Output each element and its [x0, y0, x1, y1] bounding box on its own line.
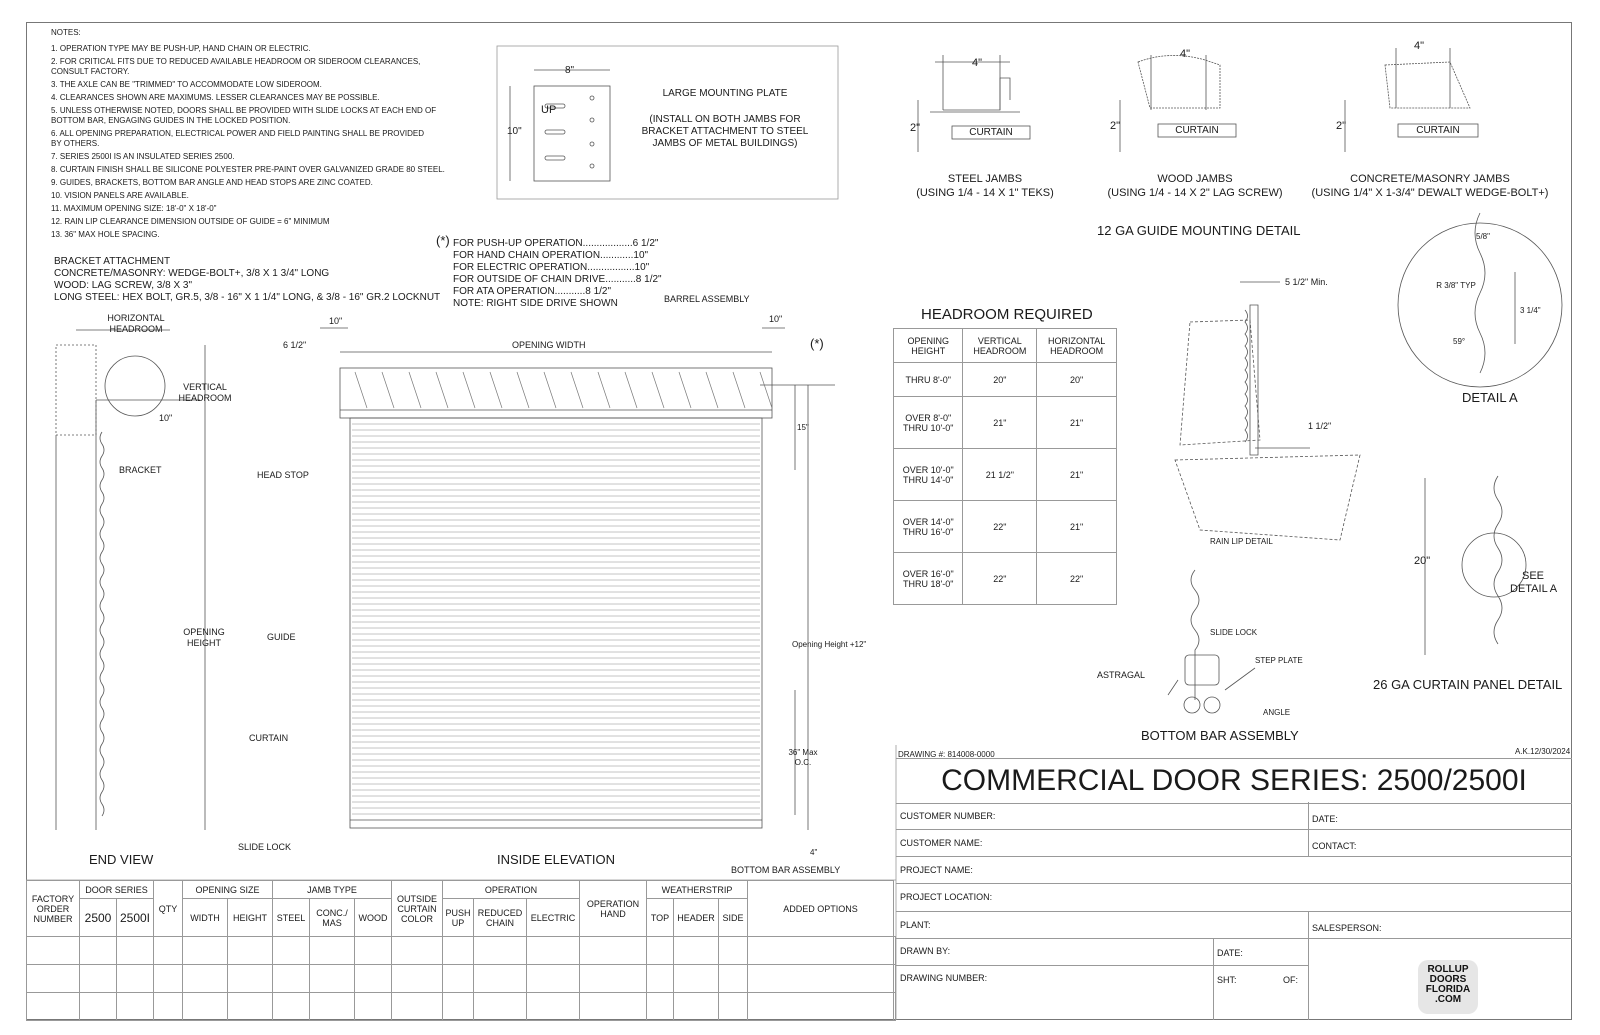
headroom-header: OPENING HEIGHT	[894, 329, 963, 363]
detail-a-caption: DETAIL A	[1462, 390, 1518, 405]
detail-a-radius: R 3/8" TYP	[1436, 281, 1476, 290]
concrete-jamb-curtain: CURTAIN	[1416, 125, 1460, 136]
ie-guide: GUIDE	[267, 632, 296, 642]
plate-desc-line: (INSTALL ON BOTH JAMBS FOR	[649, 114, 801, 125]
operation-line: FOR HAND CHAIN OPERATION............10"	[453, 250, 649, 261]
ie-dim-6-1-2: 6 1/2"	[283, 340, 307, 350]
headroom-cell: 22"	[963, 553, 1037, 605]
note-line: 8. CURTAIN FINISH SHALL BE SILICONE POLYESTER PRE-PAINT OVER GALVANIZED GRADE 80 STEEL.	[51, 165, 445, 174]
barrel-slat-line	[382, 372, 394, 408]
logo-line: FLORIDA	[1425, 984, 1471, 995]
bracket-line: LONG STEEL: HEX BOLT, GR.5, 3/8 - 16" X 1 1/4" LONG, & 3/8 - 16" GR.2 LOCKNUT	[54, 292, 441, 303]
note-line: 3. THE AXLE CAN BE "TRIMMED" TO ACCOMMODATE LOW SIDEROOM.	[51, 80, 322, 89]
ot-push-up: PUSH UP	[443, 899, 474, 937]
tb-drawing-no: DRAWING #: 814008-0000	[898, 750, 995, 759]
headroom-row	[894, 449, 1117, 501]
ot-width: WIDTH	[183, 899, 228, 937]
ot-conc: CONC./ MAS	[310, 899, 355, 937]
tb-author: A.K.12/30/2024	[1515, 747, 1571, 756]
ot-reduced-chain: REDUCED CHAIN	[474, 899, 527, 937]
wood-jamb-sub: (USING 1/4 - 14 X 2" LAG SCREW)	[1107, 187, 1283, 199]
headroom-row	[894, 501, 1117, 553]
barrel-slat-line	[436, 372, 448, 408]
barrel-slat-line	[517, 372, 529, 408]
bracket-line: WOOD: LAG SCREW, 3/8 X 3"	[54, 280, 193, 291]
ie-opening-height-12: Opening Height +12"	[792, 640, 867, 649]
headroom-cell: 22"	[963, 501, 1037, 553]
ot-entry-row[interactable]	[27, 965, 896, 993]
ev-horizontal-headroom: HORIZONTAL HEADROOM	[107, 313, 165, 334]
ot-series-2500[interactable]: 2500	[80, 899, 117, 937]
steel-jamb-curtain: CURTAIN	[969, 127, 1013, 138]
ot-top: TOP	[647, 899, 674, 937]
steel-jamb-height: 2"	[910, 122, 921, 134]
bb-astragal: ASTRAGAL	[1097, 670, 1146, 680]
rainlip-caption: RAIN LIP DETAIL	[1210, 537, 1273, 546]
tb-project-location[interactable]: PROJECT LOCATION:	[900, 892, 993, 902]
bb-angle: ANGLE	[1263, 708, 1291, 717]
headroom-cell: 21"	[1037, 397, 1117, 449]
ot-qty: QTY	[154, 881, 183, 937]
note-line: BOTTOM BAR, ENGAGING GUIDES IN THE LOCKED POSITION.	[51, 116, 291, 125]
ie-barrel-assembly: BARREL ASSEMBLY	[664, 294, 750, 304]
ot-outside-color: OUTSIDE CURTAIN COLOR	[392, 881, 443, 937]
note-line: 10. VISION PANELS ARE AVAILABLE.	[51, 191, 189, 200]
ot-entry-row[interactable]	[27, 937, 896, 965]
ot-weatherstrip: WEATHERSTRIP	[647, 881, 748, 899]
ev-bracket: BRACKET	[119, 465, 162, 475]
barrel-slat-line	[625, 372, 637, 408]
panel-caption: 26 GA CURTAIN PANEL DETAIL	[1373, 677, 1563, 692]
inside-elevation-caption: INSIDE ELEVATION	[497, 852, 615, 867]
headroom-cell: THRU 8'-0"	[894, 363, 963, 397]
tb-customer-name[interactable]: CUSTOMER NAME:	[900, 838, 983, 848]
ie-slide-lock: SLIDE LOCK	[238, 842, 292, 852]
ev-opening-height: OPENING HEIGHT	[183, 627, 225, 648]
note-line: CONSULT FACTORY.	[51, 67, 130, 76]
headroom-cell: 21 1/2"	[963, 449, 1037, 501]
detail-a-pitch: 3 1/4"	[1520, 306, 1541, 315]
rainlip-dim-side: 1 1/2"	[1308, 421, 1332, 431]
barrel-slat-line	[355, 372, 367, 408]
ot-height: HEIGHT	[228, 899, 273, 937]
operation-line: NOTE: RIGHT SIDE DRIVE SHOWN	[453, 298, 618, 309]
bb-caption: BOTTOM BAR ASSEMBLY	[1141, 728, 1299, 743]
concrete-jamb-width: 4"	[1414, 40, 1425, 52]
ot-electric: ELECTRIC	[527, 899, 580, 937]
ot-added-options: ADDED OPTIONS	[748, 881, 894, 937]
concrete-jamb-height: 2"	[1336, 120, 1347, 132]
bracket-line: BRACKET ATTACHMENT	[54, 256, 171, 267]
ot-entry-row[interactable]	[27, 993, 896, 1021]
barrel-slat-line	[409, 372, 421, 408]
headroom-cell: 21"	[963, 397, 1037, 449]
headroom-header: VERTICAL HEADROOM	[963, 329, 1037, 363]
headroom-header: HORIZONTAL HEADROOM	[1037, 329, 1117, 363]
bracket-line: CONCRETE/MASONRY: WEDGE-BOLT+, 3/8 X 1 3/4" LONG	[54, 268, 330, 279]
plate-description	[630, 114, 820, 150]
tb-contact[interactable]: CONTACT:	[1312, 841, 1357, 851]
wood-jamb-curtain: CURTAIN	[1175, 125, 1219, 136]
headroom-table	[893, 328, 1117, 605]
wood-jamb-height: 2"	[1110, 120, 1121, 132]
tb-date-1[interactable]: DATE:	[1312, 814, 1338, 824]
barrel-slat-line	[706, 372, 718, 408]
operation-line: FOR ATA OPERATION...........8 1/2"	[453, 286, 612, 297]
ie-curtain: CURTAIN	[249, 733, 289, 743]
note-line: 4. CLEARANCES SHOWN ARE MAXIMUMS. LESSER CLEARANCES MAY BE POSSIBLE.	[51, 93, 380, 102]
barrel-slat-line	[679, 372, 691, 408]
tb-title: COMMERCIAL DOOR SERIES: 2500/2500I	[896, 758, 1572, 804]
headroom-row	[894, 397, 1117, 449]
concrete-jamb-sub: (USING 1/4" X 1-3/4" DEWALT WEDGE-BOLT+)	[1311, 187, 1549, 199]
logo-line: .COM	[1434, 994, 1462, 1005]
detail-a-top-dim: 5/8"	[1476, 232, 1490, 241]
bb-step-plate: STEP PLATE	[1255, 656, 1303, 665]
headroom-row	[894, 363, 1117, 397]
headroom-cell: OVER 14'-0" THRU 16'-0"	[894, 501, 963, 553]
concrete-jamb-title: CONCRETE/MASONRY JAMBS	[1350, 173, 1510, 185]
tb-customer-number[interactable]: CUSTOMER NUMBER:	[900, 811, 996, 821]
ie-head-stop: HEAD STOP	[257, 470, 309, 480]
ot-door-series: DOOR SERIES	[80, 881, 154, 899]
barrel-slat-line	[463, 372, 475, 408]
headroom-cell: OVER 10'-0" THRU 14'-0"	[894, 449, 963, 501]
end-view-caption: END VIEW	[89, 852, 154, 867]
headroom-cell: 20"	[1037, 363, 1117, 397]
tb-date-2[interactable]: DATE:	[1217, 948, 1243, 958]
operation-line: FOR ELECTRIC OPERATION.................10"	[453, 262, 650, 273]
ot-series-2500i[interactable]: 2500I	[117, 899, 154, 937]
barrel-slat-line	[733, 372, 745, 408]
guide-mounting-caption: 12 GA GUIDE MOUNTING DETAIL	[1097, 223, 1301, 238]
plate-title: LARGE MOUNTING PLATE	[662, 88, 788, 99]
barrel-slat-line	[652, 372, 664, 408]
plate-desc-line: JAMBS OF METAL BUILDINGS)	[652, 138, 798, 149]
panel-height-dim: 20"	[1414, 555, 1431, 567]
ev-ten-dim: 10"	[159, 413, 173, 423]
ot-opening-size: OPENING SIZE	[183, 881, 273, 899]
note-line: 1. OPERATION TYPE MAY BE PUSH-UP, HAND CHAIN OR ELECTRIC.	[51, 44, 311, 53]
ot-wood: WOOD	[355, 899, 392, 937]
ot-steel: STEEL	[273, 899, 310, 937]
order-table	[26, 880, 896, 1021]
ie-dim-4: 4"	[810, 848, 818, 857]
barrel-slat-line	[544, 372, 556, 408]
ot-jamb-type: JAMB TYPE	[273, 881, 392, 899]
headroom-cell: 21"	[1037, 501, 1117, 553]
steel-jamb-width: 4"	[972, 57, 983, 69]
headroom-row	[894, 553, 1117, 605]
ot-side: SIDE	[719, 899, 748, 937]
bb-slide-lock: SLIDE LOCK	[1210, 628, 1258, 637]
curtain-slats	[352, 424, 760, 814]
tb-plant[interactable]: PLANT:	[900, 920, 931, 930]
plate-desc-line: BRACKET ATTACHMENT TO STEEL	[641, 126, 809, 137]
headroom-cell: 20"	[963, 363, 1037, 397]
steel-jamb-sub: (USING 1/4 - 14 X 1" TEKS)	[916, 187, 1054, 199]
headroom-cell: 21"	[1037, 449, 1117, 501]
note-line: 5. UNLESS OTHERWISE NOTED, DOORS SHALL BE PROVIDED WITH SLIDE LOCKS AT EACH END OF	[51, 106, 437, 115]
barrel-slat-line	[571, 372, 583, 408]
barrel-slat-line	[760, 372, 772, 408]
ie-star-mark: (*)	[810, 336, 824, 351]
steel-jamb-title: STEEL JAMBS	[947, 173, 1023, 185]
barrel-slat-line	[490, 372, 502, 408]
headroom-cell: OVER 8'-0" THRU 10'-0"	[894, 397, 963, 449]
notes-heading: NOTES:	[51, 28, 81, 37]
ie-dim-10a: 10"	[329, 316, 343, 326]
ot-operation-hand: OPERATION HAND	[580, 881, 647, 937]
note-line: 2. FOR CRITICAL FITS DUE TO REDUCED AVAILABLE HEADROOM OR SIDEROOM CLEARANCES,	[51, 57, 421, 66]
tb-salesperson[interactable]: SALESPERSON:	[1312, 923, 1382, 933]
headroom-title: HEADROOM REQUIRED	[921, 306, 1093, 323]
detail-a-angle: 59°	[1453, 337, 1466, 346]
headroom-cell: 22"	[1037, 553, 1117, 605]
plate-width-dim: 8"	[565, 65, 575, 76]
tb-drawing-number[interactable]: DRAWING NUMBER:	[900, 973, 988, 983]
tb-drawn-by[interactable]: DRAWN BY:	[900, 946, 951, 956]
tb-sht[interactable]: SHT:	[1217, 975, 1237, 985]
company-logo	[1418, 960, 1478, 1014]
ot-header: HEADER	[674, 899, 719, 937]
logo-line: DOORS	[1429, 974, 1467, 985]
rainlip-dim-top: 5 1/2" Min.	[1285, 277, 1328, 287]
note-line: 12. RAIN LIP CLEARANCE DIMENSION OUTSIDE OF GUIDE = 6" MINIMUM	[51, 217, 330, 226]
wood-jamb-width: 4"	[1180, 48, 1191, 60]
barrel-slat-line	[598, 372, 610, 408]
ot-operation: OPERATION	[443, 881, 580, 899]
headroom-cell: OVER 16'-0" THRU 18'-0"	[894, 553, 963, 605]
operation-note	[453, 238, 662, 310]
note-line: 9. GUIDES, BRACKETS, BOTTOM BAR ANGLE AND HEAD STOPS ARE ZINC COATED.	[51, 178, 373, 187]
ot-factory-order: FACTORY ORDER NUMBER	[27, 881, 80, 937]
note-line: 13. 36" MAX HOLE SPACING.	[51, 230, 160, 239]
operation-mark: (*)	[436, 233, 450, 248]
ev-vertical-headroom: VERTICAL HEADROOM	[178, 382, 232, 403]
operation-line: FOR OUTSIDE OF CHAIN DRIVE...........8 1/2"	[453, 274, 662, 285]
panel-see-detail: DETAIL A	[1510, 583, 1558, 595]
plate-up-label: UP	[541, 104, 557, 116]
note-line: 6. ALL OPENING PREPARATION, ELECTRICAL POWER AND FIELD PAINTING SHALL BE PROVIDED	[51, 129, 424, 138]
logo-line: ROLLUP	[1427, 964, 1469, 975]
note-line: 11. MAXIMUM OPENING SIZE: 18'-0" X 18'-0"	[51, 204, 217, 213]
ie-bottom-bar: BOTTOM BAR ASSEMBLY	[731, 865, 841, 875]
tb-project-name[interactable]: PROJECT NAME:	[900, 865, 973, 875]
ie-dim-15: 15"	[797, 423, 809, 432]
barrel-slats	[355, 372, 772, 408]
operation-line: FOR PUSH-UP OPERATION..................6 1/2"	[453, 238, 659, 249]
panel-see: SEE	[1522, 570, 1545, 582]
ie-max-36: 36" Max O.C.	[788, 748, 818, 767]
wood-jamb-title: WOOD JAMBS	[1157, 173, 1233, 185]
note-line: 7. SERIES 2500I IS AN INSULATED SERIES 2500.	[51, 152, 235, 161]
note-line: BY OTHERS.	[51, 139, 100, 148]
plate-height-dim: 10"	[507, 126, 522, 137]
tb-of[interactable]: OF:	[1283, 975, 1298, 985]
ie-opening-width: OPENING WIDTH	[512, 340, 586, 350]
ie-dim-10b: 10"	[769, 314, 783, 324]
